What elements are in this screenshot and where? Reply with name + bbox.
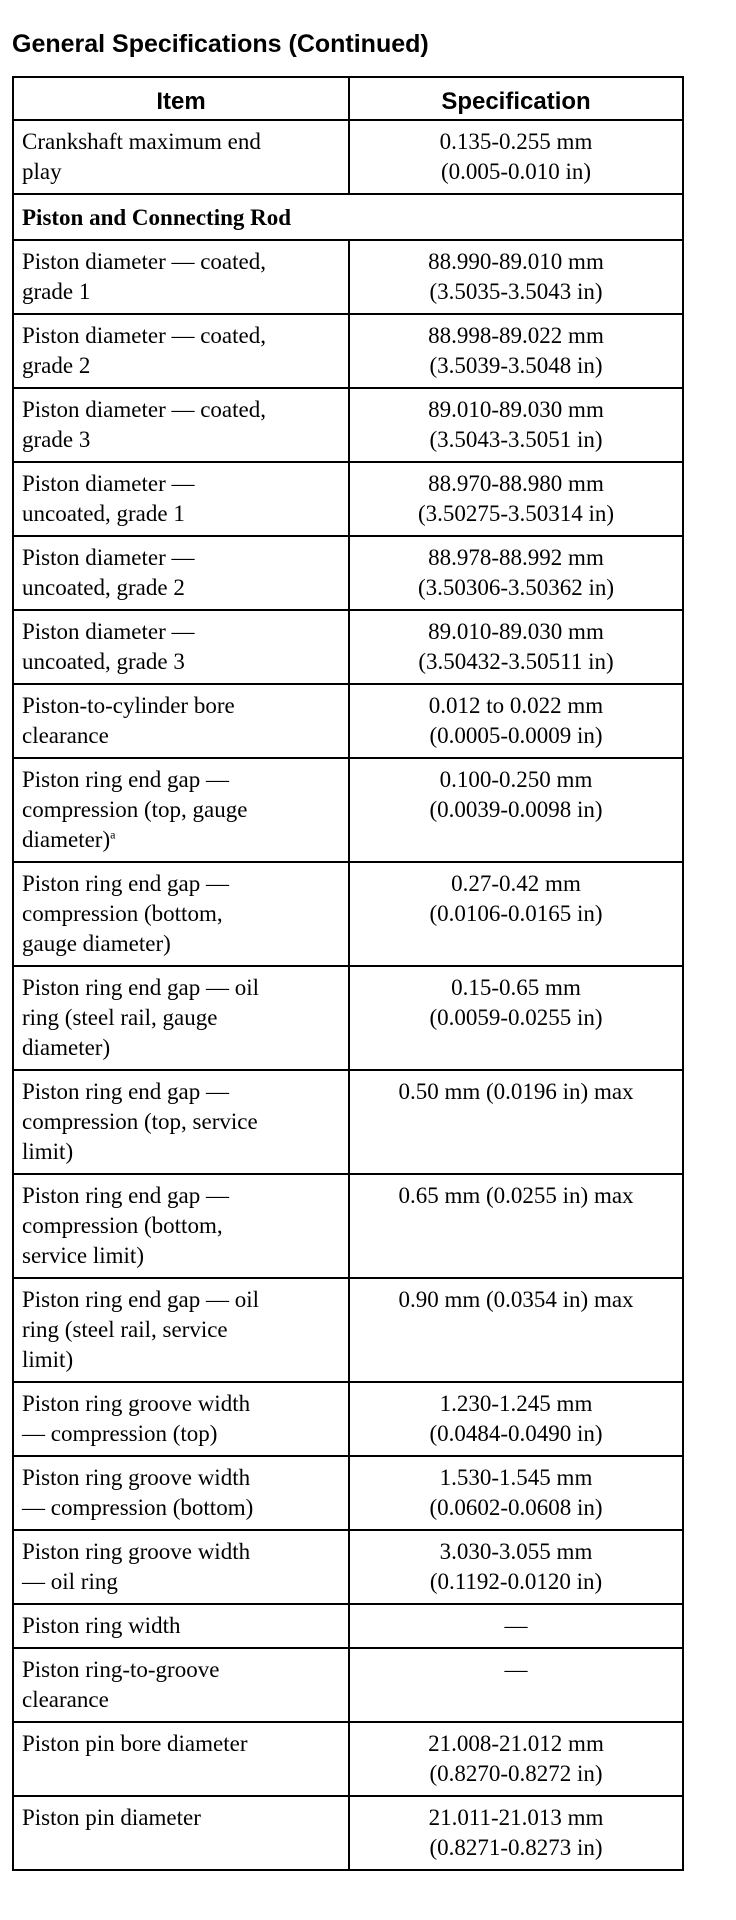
- item-cell: [13, 1722, 349, 1796]
- specification-line: (0.005-0.010 in): [440, 159, 592, 184]
- item-line: [22, 1033, 342, 1063]
- table-row: [13, 1070, 683, 1174]
- item-line-text: compression (bottom,: [22, 1213, 223, 1238]
- specification-line: (0.0602-0.0608 in): [429, 1495, 603, 1520]
- item-line: [22, 1729, 342, 1759]
- table-row: [13, 1174, 683, 1278]
- item-line-text: Piston ring end gap — oil: [22, 1287, 260, 1312]
- item-line: [22, 1107, 342, 1137]
- item-line: [22, 647, 342, 677]
- item-line: [22, 1803, 342, 1833]
- item-line: [22, 499, 342, 529]
- table-body: [13, 120, 683, 1870]
- table-row: [13, 314, 683, 388]
- item-line-text: Piston ring-to-groove: [22, 1657, 220, 1682]
- specification-line: 0.012 to 0.022 mm: [428, 693, 604, 718]
- item-line-text: Piston ring end gap —: [22, 767, 229, 792]
- item-line-text: Piston ring end gap —: [22, 871, 229, 896]
- specification-line: (3.50432-3.50511 in): [418, 649, 614, 674]
- item-line: [22, 795, 342, 825]
- specification-line: 0.27-0.42 mm: [451, 871, 581, 896]
- specification-line: 0.65 mm (0.0255 in) max: [398, 1183, 634, 1208]
- item-cell: [13, 610, 349, 684]
- specification-line: (0.8271-0.8273 in): [429, 1835, 603, 1860]
- item-line-text: — compression (bottom): [22, 1495, 254, 1520]
- specification-line: 0.100-0.250 mm: [439, 767, 593, 792]
- table-row: [13, 536, 683, 610]
- item-line: [22, 765, 342, 795]
- item-line-text: uncoated, grade 2: [22, 575, 185, 600]
- item-cell: [13, 462, 349, 536]
- specification-line: (3.50275-3.50314 in): [417, 501, 615, 526]
- item-cell: [13, 1796, 349, 1870]
- item-line: [22, 691, 342, 721]
- item-line-text: uncoated, grade 1: [22, 501, 185, 526]
- item-line-text: limit): [22, 1347, 74, 1372]
- item-line: [22, 869, 342, 899]
- specification-line: —: [504, 1613, 528, 1638]
- specification-cell: [349, 1456, 683, 1530]
- item-cell: [13, 1456, 349, 1530]
- item-line-text: service limit): [22, 1243, 144, 1268]
- item-line-text: Piston ring end gap — oil: [22, 975, 260, 1000]
- item-cell: [13, 684, 349, 758]
- specification-line: (0.1192-0.0120 in): [429, 1569, 603, 1594]
- specification-cell: [349, 610, 683, 684]
- item-line-text: Piston diameter — coated,: [22, 249, 266, 274]
- specification-line: 0.90 mm (0.0354 in) max: [398, 1287, 634, 1312]
- item-cell: [13, 240, 349, 314]
- item-line-text: Piston ring groove width: [22, 1539, 251, 1564]
- specification-cell: [349, 462, 683, 536]
- specification-cell: [349, 536, 683, 610]
- item-line-text: Piston ring end gap —: [22, 1079, 229, 1104]
- specification-cell: [349, 1530, 683, 1604]
- specification-line: 88.998-89.022 mm: [428, 323, 604, 348]
- item-cell: [13, 1278, 349, 1382]
- specification-line: 88.970-88.980 mm: [428, 471, 604, 496]
- item-line: [22, 617, 342, 647]
- specification-line: 0.15-0.65 mm: [451, 975, 581, 1000]
- specification-cell: [349, 1648, 683, 1722]
- item-cell: [13, 120, 349, 194]
- item-line-text: Piston ring groove width: [22, 1391, 251, 1416]
- item-line-text: Piston diameter — coated,: [22, 323, 266, 348]
- specifications-table: [12, 76, 684, 1871]
- item-cell: [13, 1604, 349, 1648]
- specification-line: 89.010-89.030 mm: [428, 619, 604, 644]
- specification-line: (0.0005-0.0009 in): [429, 723, 603, 748]
- item-cell: [13, 536, 349, 610]
- specification-cell: [349, 1070, 683, 1174]
- section-row: [13, 194, 683, 240]
- table-row: [13, 1530, 683, 1604]
- item-cell: [13, 314, 349, 388]
- specification-cell: [349, 684, 683, 758]
- table-row: [13, 862, 683, 966]
- item-line: [22, 157, 342, 187]
- item-line-text: clearance: [22, 723, 109, 748]
- item-line-text: uncoated, grade 3: [22, 649, 185, 674]
- item-line: [22, 973, 342, 1003]
- item-cell: [13, 1070, 349, 1174]
- item-line: [22, 1389, 342, 1419]
- item-line: [22, 1211, 342, 1241]
- table-row: [13, 1648, 683, 1722]
- table-row: [13, 462, 683, 536]
- table-header-row: [13, 77, 683, 120]
- item-line-text: ring (steel rail, gauge: [22, 1005, 218, 1030]
- specification-cell: [349, 758, 683, 862]
- item-line: [22, 1419, 342, 1449]
- item-line-text: Piston-to-cylinder bore: [22, 693, 235, 718]
- table-row: [13, 388, 683, 462]
- specification-line: 88.978-88.992 mm: [428, 545, 604, 570]
- item-line-text: Piston pin diameter: [22, 1805, 201, 1830]
- item-line: [22, 1611, 342, 1641]
- specification-line: (0.8270-0.8272 in): [429, 1761, 603, 1786]
- specification-line: 89.010-89.030 mm: [428, 397, 604, 422]
- item-line: [22, 1463, 342, 1493]
- section-heading: Piston and Connecting Rod: [13, 194, 683, 240]
- item-line-text: Piston ring groove width: [22, 1465, 251, 1490]
- item-line: [22, 1241, 342, 1271]
- page-title: General Specifications (Continued): [12, 30, 429, 58]
- item-cell: [13, 966, 349, 1070]
- specification-line: (0.0059-0.0255 in): [429, 1005, 603, 1030]
- item-line: [22, 1567, 342, 1597]
- item-line: [22, 1315, 342, 1345]
- item-line-text: Piston diameter — coated,: [22, 397, 266, 422]
- item-line-text: Piston ring width: [22, 1613, 181, 1638]
- table-row: [13, 120, 683, 194]
- item-line: [22, 573, 342, 603]
- item-line: [22, 1537, 342, 1567]
- item-line: [22, 1181, 342, 1211]
- item-line: [22, 929, 342, 959]
- specification-line: 1.230-1.245 mm: [439, 1391, 593, 1416]
- table-row: [13, 1456, 683, 1530]
- item-line: [22, 1493, 342, 1523]
- item-cell: [13, 758, 349, 862]
- item-line-text: compression (bottom,: [22, 901, 223, 926]
- item-line: [22, 127, 342, 157]
- item-line-text: Crankshaft maximum end: [22, 129, 261, 154]
- item-line-text: play: [22, 159, 62, 184]
- specification-cell: [349, 1604, 683, 1648]
- specification-cell: [349, 240, 683, 314]
- item-line-text: grade 3: [22, 427, 91, 452]
- item-line-text: grade 2: [22, 353, 91, 378]
- item-cell: [13, 1382, 349, 1456]
- table-row: [13, 1382, 683, 1456]
- item-line: [22, 395, 342, 425]
- item-line-text: Piston ring end gap —: [22, 1183, 229, 1208]
- specification-line: (3.50306-3.50362 in): [417, 575, 615, 600]
- item-line-text: Piston diameter —: [22, 545, 195, 570]
- item-line: [22, 469, 342, 499]
- item-cell: [13, 388, 349, 462]
- column-header-specification: Specification: [349, 77, 683, 120]
- table-row: [13, 1796, 683, 1870]
- specification-cell: [349, 1174, 683, 1278]
- specification-line: (0.0106-0.0165 in): [429, 901, 603, 926]
- item-line-text: grade 1: [22, 279, 91, 304]
- item-line: [22, 1077, 342, 1107]
- item-line-text: gauge diameter): [22, 931, 171, 956]
- specification-line: (3.5035-3.5043 in): [429, 279, 603, 304]
- specification-cell: [349, 120, 683, 194]
- specification-cell: [349, 1278, 683, 1382]
- specification-line: 0.50 mm (0.0196 in) max: [398, 1079, 634, 1104]
- item-line: [22, 321, 342, 351]
- item-cell: [13, 1530, 349, 1604]
- item-line-text: compression (top, gauge: [22, 797, 248, 822]
- table-row: [13, 1722, 683, 1796]
- item-line: [22, 1137, 342, 1167]
- specification-line: 21.011-21.013 mm: [428, 1805, 604, 1830]
- item-line-text: diameter): [22, 827, 111, 852]
- item-line: [22, 1685, 342, 1715]
- specification-line: 3.030-3.055 mm: [439, 1539, 593, 1564]
- item-line-text: ring (steel rail, service: [22, 1317, 228, 1342]
- item-line-text: limit): [22, 1139, 74, 1164]
- specification-cell: [349, 1382, 683, 1456]
- specification-line: 21.008-21.012 mm: [428, 1731, 604, 1756]
- item-line: [22, 425, 342, 455]
- table-row: [13, 1278, 683, 1382]
- item-cell: [13, 1648, 349, 1722]
- specification-cell: [349, 388, 683, 462]
- item-line: [22, 899, 342, 929]
- item-line-text: compression (top, service: [22, 1109, 258, 1134]
- item-line: [22, 721, 342, 751]
- table-row: [13, 240, 683, 314]
- table-row: [13, 610, 683, 684]
- specification-cell: [349, 862, 683, 966]
- specification-line: 0.135-0.255 mm: [439, 129, 593, 154]
- item-line: [22, 247, 342, 277]
- specification-line: 88.990-89.010 mm: [428, 249, 604, 274]
- table-row: [13, 758, 683, 862]
- item-line-text: diameter): [22, 1035, 111, 1060]
- item-line-text: clearance: [22, 1687, 109, 1712]
- specification-line: (3.5039-3.5048 in): [429, 353, 603, 378]
- item-line: [22, 1345, 342, 1375]
- specification-line: —: [504, 1657, 528, 1682]
- specification-line: (0.0484-0.0490 in): [429, 1421, 603, 1446]
- item-cell: [13, 1174, 349, 1278]
- specification-cell: [349, 314, 683, 388]
- item-line: [22, 1655, 342, 1685]
- footnote-marker: a: [110, 827, 116, 842]
- specification-line: 1.530-1.545 mm: [439, 1465, 593, 1490]
- item-line: [22, 825, 342, 855]
- table-row: [13, 1604, 683, 1648]
- item-line-text: — oil ring: [22, 1569, 118, 1594]
- table-row: [13, 966, 683, 1070]
- specification-cell: [349, 1722, 683, 1796]
- specification-cell: [349, 1796, 683, 1870]
- item-line-text: — compression (top): [22, 1421, 218, 1446]
- column-header-item: Item: [13, 77, 349, 120]
- item-line: [22, 351, 342, 381]
- item-cell: [13, 862, 349, 966]
- table-row: [13, 684, 683, 758]
- specification-line: (0.0039-0.0098 in): [429, 797, 603, 822]
- item-line-text: Piston diameter —: [22, 471, 195, 496]
- item-line: [22, 543, 342, 573]
- specification-line: (3.5043-3.5051 in): [429, 427, 603, 452]
- item-line-text: Piston pin bore diameter: [22, 1731, 248, 1756]
- item-line: [22, 277, 342, 307]
- item-line: [22, 1285, 342, 1315]
- item-line-text: Piston diameter —: [22, 619, 195, 644]
- specification-cell: [349, 966, 683, 1070]
- item-line: [22, 1003, 342, 1033]
